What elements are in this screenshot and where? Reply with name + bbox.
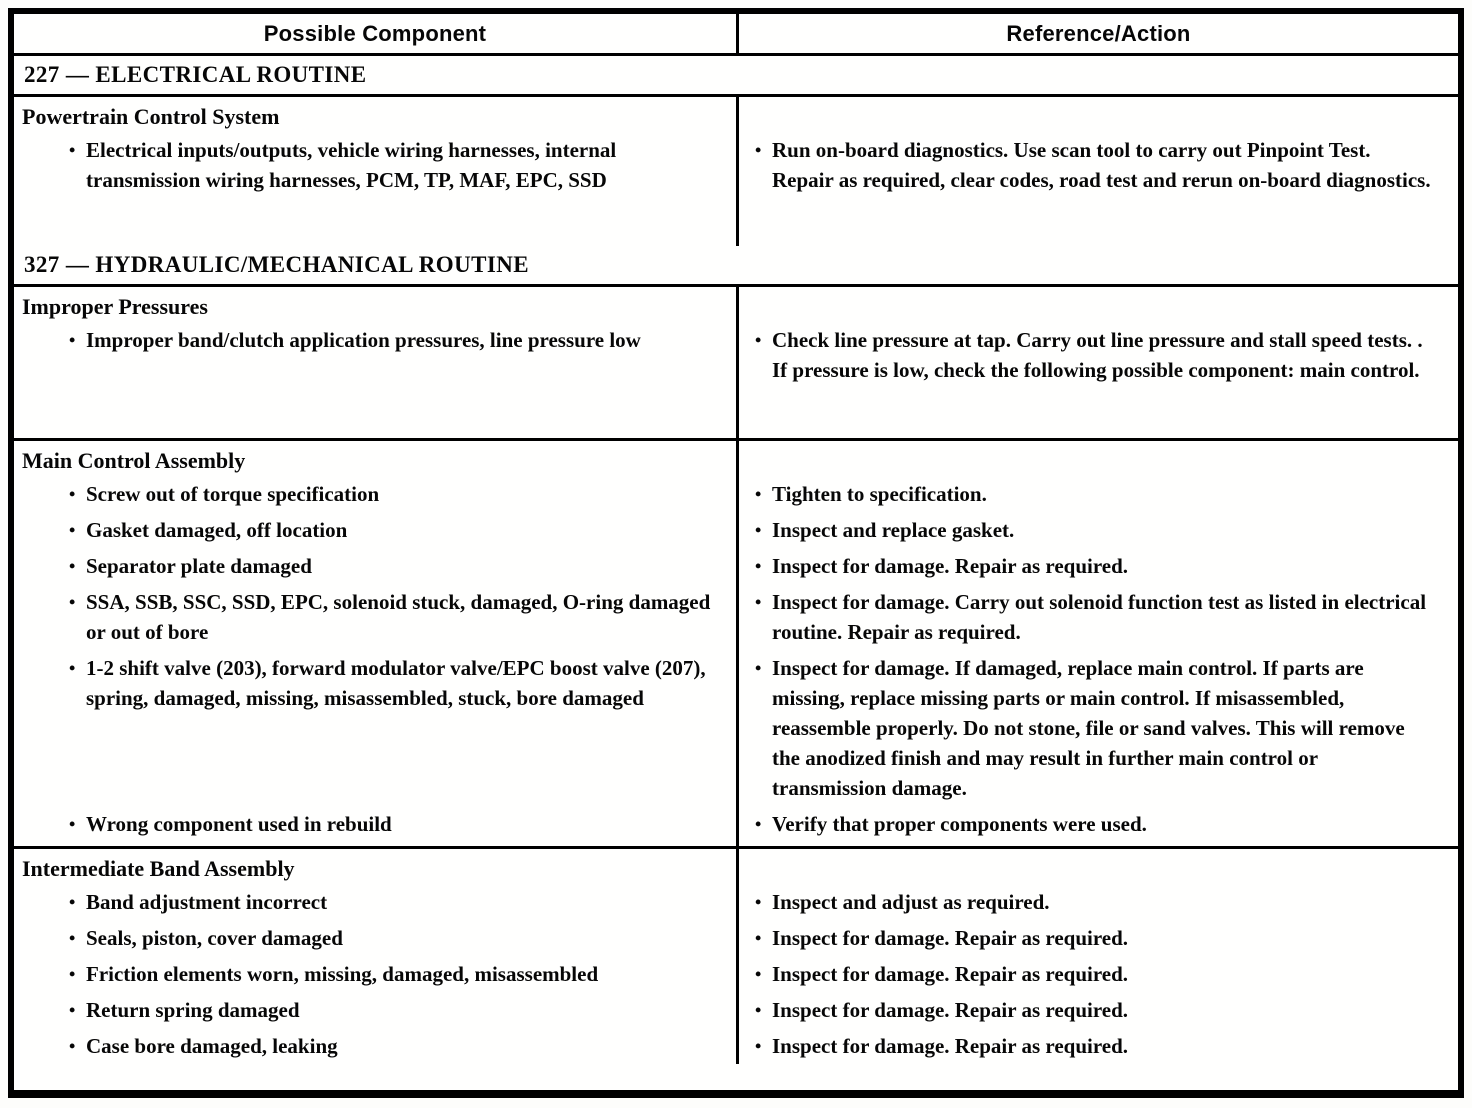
action-cell [736,132,1458,246]
action-item-text: Inspect for damage. Repair as required. [772,554,1129,578]
component-item-text: Screw out of torque specification [86,482,380,506]
component-group-heading: Intermediate Band Assembly [22,856,295,881]
group-heading-row [14,441,1458,476]
table-row [14,992,1458,1028]
component-item [14,476,736,512]
component-group-heading: Improper Pressures [22,294,208,319]
group-heading-row [14,97,1458,132]
component-item [14,884,736,920]
bullet-icon: • [69,556,76,576]
component-cell [14,548,736,584]
action-cell [736,650,1458,806]
table-row [14,1028,1458,1064]
component-cell [14,956,736,992]
action-item-text: Inspect and adjust as required. [772,890,1050,914]
component-item [14,650,736,716]
action-item [739,920,1458,956]
component-item [14,956,736,992]
component-cell [14,806,736,846]
action-cell [736,806,1458,846]
table-row [14,584,1458,650]
bullet-icon: • [69,814,76,834]
table-row [14,512,1458,548]
action-cell [736,920,1458,956]
bullet-icon: • [755,556,762,576]
component-item [14,512,736,548]
component-item [14,322,736,358]
table-row [14,956,1458,992]
component-item-text: Gasket damaged, off location [86,518,348,542]
action-item-text: Check line pressure at tap. Carry out line pressure and stall speed tests. . If pressure is low, check the following possible component: main control. [772,328,1423,382]
bullet-icon: • [69,330,76,350]
action-item-text: Inspect for damage. Repair as required. [772,1034,1129,1058]
action-item-text: Inspect for damage. Repair as required. [772,998,1129,1022]
table-row [14,920,1458,956]
action-item [739,650,1458,806]
table-row [14,322,1458,438]
bullet-icon: • [69,1036,76,1056]
component-item-text: Return spring damaged [86,998,300,1022]
component-item-text: SSA, SSB, SSC, SSD, EPC, solenoid stuck, damaged, O-ring damaged or out of bore [86,590,711,644]
bullet-icon: • [69,964,76,984]
component-item [14,548,736,584]
component-item [14,584,736,650]
action-cell [736,584,1458,650]
action-cell [736,512,1458,548]
section-title: 227 — ELECTRICAL ROUTINE [14,56,1458,97]
table-row [14,132,1458,246]
action-cell [736,548,1458,584]
action-item-text: Run on-board diagnostics. Use scan tool to carry out Pinpoint Test. Repair as required, clear codes, road test and rerun on-board diagnostics. [772,138,1431,192]
action-item-text: Inspect for damage. Repair as required. [772,962,1129,986]
bullet-icon: • [755,814,762,834]
bullet-icon: • [69,484,76,504]
component-row-group [14,97,1458,246]
action-item [739,956,1458,992]
group-heading-row [14,849,1458,884]
component-item-text: 1-2 shift valve (203), forward modulator valve/EPC boost valve (207), spring, damaged, missing, misassembled, stuck, bore damaged [86,656,706,710]
column-header-reference-action: Reference/Action [736,14,1458,53]
action-cell [736,992,1458,1028]
action-item [739,548,1458,584]
action-item [739,1028,1458,1064]
component-item [14,132,736,198]
column-header-possible-component: Possible Component [263,21,487,46]
component-cell [14,441,736,476]
component-item [14,920,736,956]
bullet-icon: • [755,140,762,160]
group-heading-row [14,287,1458,322]
bullet-icon: • [755,1036,762,1056]
section-groups [14,97,1458,246]
component-cell [14,97,736,132]
action-item [739,584,1458,650]
component-cell [14,650,736,806]
action-item [739,806,1458,842]
table-row [14,548,1458,584]
component-item-text: Separator plate damaged [86,554,312,578]
component-row-group [14,287,1458,441]
action-cell [736,849,1458,884]
routine-section [14,56,1458,246]
component-cell [14,1028,736,1064]
action-item [739,322,1458,388]
bullet-icon: • [755,964,762,984]
component-item [14,1028,736,1064]
bullet-icon: • [755,484,762,504]
table-row [14,476,1458,512]
section-groups [14,287,1458,1064]
table-body [14,56,1458,1064]
bullet-icon: • [69,658,76,678]
bullet-icon: • [69,592,76,612]
component-cell [14,884,736,920]
action-item [739,512,1458,548]
table-row [14,650,1458,806]
action-item-text: Verify that proper components were used. [772,812,1147,836]
table-row [14,806,1458,846]
diagnostic-routine-table [8,8,1464,1098]
component-item-text: Improper band/clutch application pressures, line pressure low [86,328,641,352]
component-cell [14,920,736,956]
bullet-icon: • [755,928,762,948]
action-cell [736,956,1458,992]
component-cell [14,584,736,650]
section-title: 327 — HYDRAULIC/MECHANICAL ROUTINE [14,246,1458,287]
action-item-text: Inspect and replace gasket. [772,518,1015,542]
component-group-heading: Powertrain Control System [22,104,280,129]
action-item [739,476,1458,512]
table-header-row [14,14,1458,56]
action-cell [736,441,1458,476]
component-cell [14,512,736,548]
component-item-text: Electrical inputs/outputs, vehicle wiring harnesses, internal transmission wiring harnesses, PCM, TP, MAF, EPC, SSD [86,138,617,192]
bullet-icon: • [69,892,76,912]
action-item [739,992,1458,1028]
component-cell [14,992,736,1028]
bullet-icon: • [69,1000,76,1020]
component-row-group [14,849,1458,1064]
component-cell [14,132,736,246]
component-cell [14,849,736,884]
action-cell [736,476,1458,512]
action-cell [736,1028,1458,1064]
component-row-group [14,441,1458,849]
component-cell [14,476,736,512]
action-cell [736,97,1458,132]
component-cell [14,287,736,322]
action-item-text: Inspect for damage. Carry out solenoid function test as listed in electrical routine. Repair as required. [772,590,1427,644]
bullet-icon: • [69,140,76,160]
component-group-heading: Main Control Assembly [22,448,246,473]
action-cell [736,287,1458,322]
bullet-icon: • [755,892,762,912]
bullet-icon: • [69,928,76,948]
action-cell [736,322,1458,438]
component-item-text: Seals, piston, cover damaged [86,926,343,950]
bullet-icon: • [69,520,76,540]
action-cell [736,884,1458,920]
component-item-text: Wrong component used in rebuild [86,812,392,836]
table-row [14,884,1458,920]
component-cell [14,322,736,438]
routine-section [14,246,1458,1064]
bullet-icon: • [755,330,762,350]
component-item-text: Friction elements worn, missing, damaged, misassembled [86,962,599,986]
component-item [14,992,736,1028]
component-item [14,806,736,842]
bullet-icon: • [755,592,762,612]
bullet-icon: • [755,658,762,678]
action-item-text: Tighten to specification. [772,482,987,506]
bullet-icon: • [755,1000,762,1020]
action-item-text: Inspect for damage. If damaged, replace main control. If parts are missing, replace missing parts or main control. If misassembled, reassemble properly. Do not stone, file or sand valves. This will remove the anodized finish and may result in further main control or transmission damage. [772,656,1405,800]
component-item-text: Case bore damaged, leaking [86,1034,338,1058]
action-item [739,132,1458,198]
component-item-text: Band adjustment incorrect [86,890,328,914]
bullet-icon: • [755,520,762,540]
action-item [739,884,1458,920]
action-item-text: Inspect for damage. Repair as required. [772,926,1129,950]
